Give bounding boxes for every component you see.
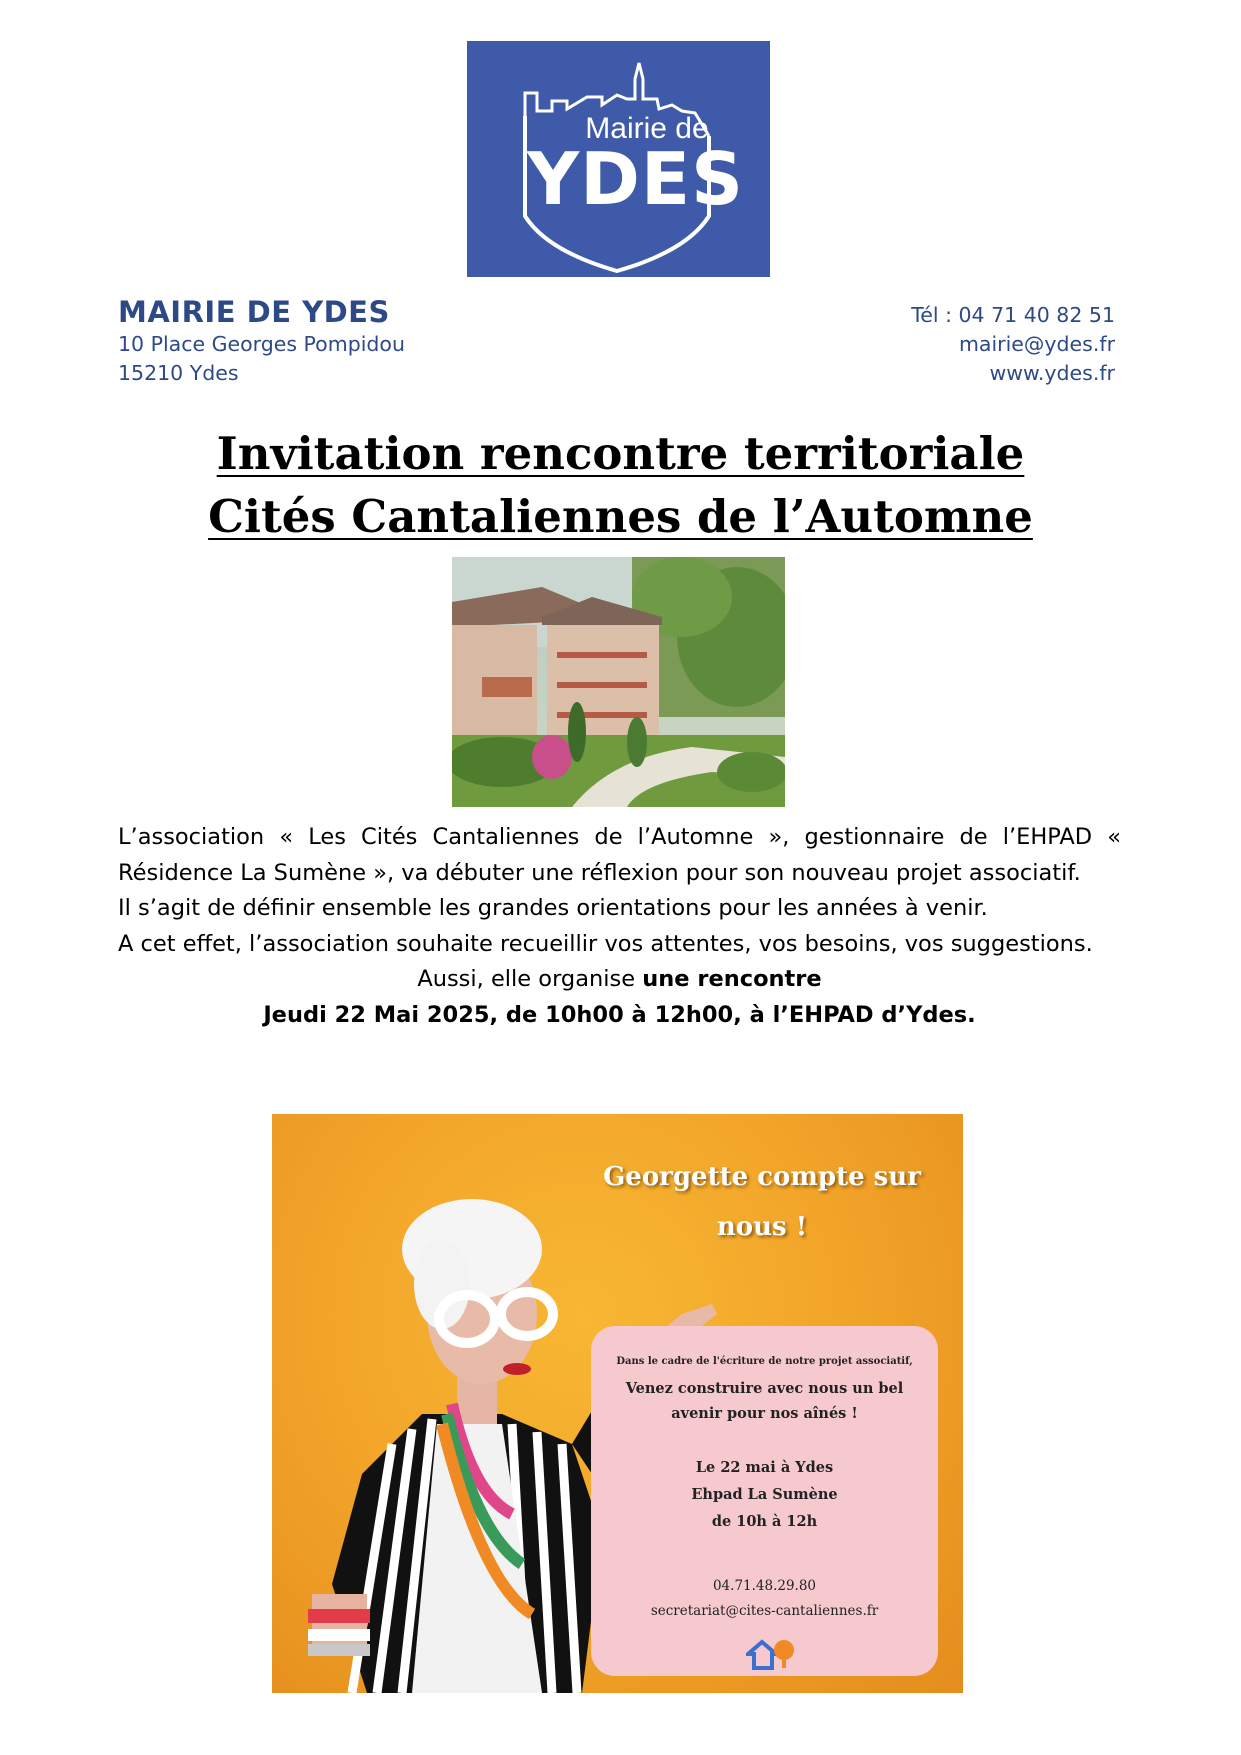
residence-photo (452, 557, 785, 807)
poster-slogan (602, 1152, 922, 1252)
card-call-2: avenir pour nos aînés ! (671, 1405, 858, 1422)
address-city: 15210 Ydes (118, 361, 239, 385)
meeting-emphasis: une rencontre (642, 966, 822, 992)
title-line-1: Invitation rencontre territoriale (216, 427, 1025, 480)
event-poster (272, 1114, 963, 1693)
logo-text-top: Mairie de (585, 112, 709, 145)
meeting-date: Jeudi 22 Mai 2025, de 10h00 à 12h00, à l’EHPAD d’Ydes. (263, 1001, 976, 1028)
paragraph-purpose: A cet effet, l’association souhaite recueillir vos attentes, vos besoins, vos suggestions. (118, 930, 1093, 957)
sender-address-block (118, 294, 518, 388)
paragraph-meeting (118, 962, 1121, 998)
card-call-1: Venez construire avec nous un bel (625, 1380, 904, 1397)
org-name: MAIRIE DE YDES (118, 295, 390, 329)
paragraph-intro: L’association « Les Cités Cantaliennes de l’Automne », gestionnaire de l’EHPAD « Résidence La Sumène », va débuter une réflexion pour son nouveau projet associatif. (118, 824, 1121, 886)
slogan-line-2: nous ! (716, 1212, 808, 1242)
card-time: de 10h à 12h (711, 1513, 818, 1530)
card-date: Le 22 mai à Ydes (695, 1459, 834, 1476)
invitation-body (118, 820, 1121, 1033)
card-venue: Ehpad La Sumène (691, 1486, 838, 1503)
house-tree-logo-icon (746, 1638, 796, 1670)
card-email: secretariat@cites-cantaliennes.fr (650, 1603, 879, 1619)
title-line-2: Cités Cantaliennes de l’Automne (208, 490, 1033, 543)
mairie-logo (467, 41, 770, 277)
paragraph-goal: Il s’agit de définir ensemble les grandes orientations pour les années à venir. (118, 895, 988, 921)
slogan-line-1: Georgette compte sur (603, 1162, 921, 1192)
card-context: Dans le cadre de l'écriture de notre projet associatif, (616, 1356, 913, 1367)
phone-number: Tél : 04 71 40 82 51 (911, 303, 1115, 327)
meeting-text: Aussi, elle organise (417, 966, 643, 992)
website-link: www.ydes.fr (989, 361, 1115, 385)
contact-block (715, 301, 1115, 388)
paragraph-date (118, 998, 1121, 1034)
document-title (0, 422, 1241, 548)
poster-info-card (591, 1326, 938, 1676)
address-street: 10 Place Georges Pompidou (118, 332, 405, 356)
email-address: mairie@ydes.fr (958, 332, 1115, 356)
logo-text-main: YDES (527, 137, 744, 221)
card-phone: 04.71.48.29.80 (712, 1578, 817, 1594)
